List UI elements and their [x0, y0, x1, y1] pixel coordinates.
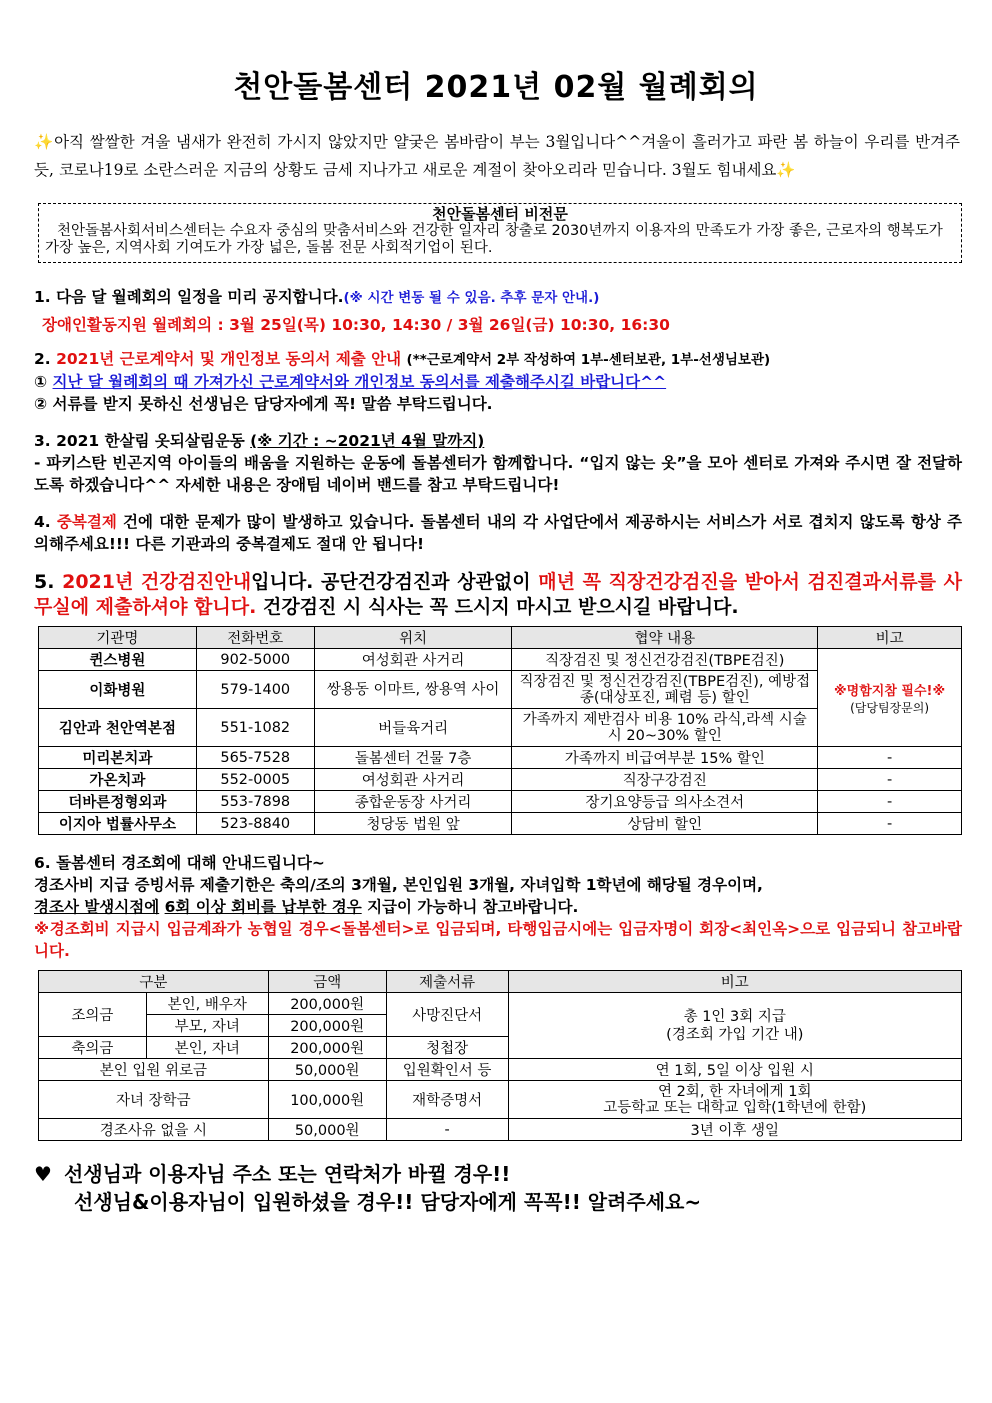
section-4-keyword: 중복결제: [56, 513, 117, 531]
cell-note-merged: [508, 993, 961, 1059]
section-5-text-2: 건강검진 시 식사는 꼭 드시지 마시고 받으시길 바랍니다.: [262, 596, 739, 618]
cell-location: 여성회관 사거리: [314, 649, 512, 671]
section-4: [34, 511, 962, 555]
cell-amount: 100,000원: [268, 1081, 386, 1119]
school-note-1: 연 2회, 한 자녀에게 1회: [657, 1083, 812, 1100]
cell-benefit: 장기요양등급 의사소견서: [512, 791, 818, 813]
table-row: [39, 993, 962, 1015]
cell-benefit: 가족까지 제반검사 비용 10% 라식,라섹 시술 시 20~30% 할인: [512, 709, 818, 747]
table-row: [39, 791, 962, 813]
section-1-schedule: 장애인활동지원 월례회의 : 3월 25일(목) 10:30, 14:30 / 3월 26일(금) 10:30, 16:30: [42, 316, 670, 334]
cell-location: 버들육거리: [314, 709, 512, 747]
cell-benefit: 직장검진 및 정신건강검진(TBPE검진): [512, 649, 818, 671]
section-2-item-2: 서류를 받지 못하신 선생님은 담당자에게 꼭! 말씀 부탁드립니다.: [52, 395, 493, 413]
cell-note: 연 1회, 5일 이상 입원 시: [508, 1059, 961, 1081]
column-header: 전화번호: [196, 627, 314, 649]
cell-name: 이화병원: [39, 671, 197, 709]
section-2-note: (**근로계약서 2부 작성하여 1부-센터보관, 1부-선생님보관): [406, 352, 771, 368]
section-2: [34, 348, 962, 415]
cell-phone: 565-7528: [196, 747, 314, 769]
section-2-number: 2.: [34, 350, 51, 368]
footer-line-1: 선생님과 이용자님 주소 또는 연락처가 바뀔 경우!!: [64, 1162, 511, 1186]
cell-phone: 551-1082: [196, 709, 314, 747]
column-header: 비고: [508, 971, 961, 993]
section-3-body: - 파키스탄 빈곤지역 아이들의 배움을 지원하는 운동에 돌봄센터가 함께합니다. “입지 않는 옷”을 모아 센터로 가져와 주시면 잘 전달하도록 하겠습니다^^ 자세한 내용은 장애팀 네이버 밴드를 참고 부탁드립니다!: [34, 454, 962, 494]
section-2-heading: 2021년 근로계약서 및 개인정보 동의서 제출 안내: [56, 350, 402, 368]
section-5-text-1: 입니다. 공단건강검진과 상관없이: [251, 571, 531, 593]
cell-subcategory: 본인, 배우자: [146, 993, 268, 1015]
column-header: 기관명: [39, 627, 197, 649]
note-sub: (경조회 가입 기간 내): [666, 1026, 804, 1043]
cell-location: 쌍용동 이마트, 쌍용역 사이: [314, 671, 512, 709]
cell-subcategory: 부모, 자녀: [146, 1015, 268, 1037]
school-note-2: 고등학교 또는 대학교 입학(1학년에 한함): [603, 1099, 867, 1116]
section-5-number: 5.: [34, 571, 55, 593]
cell-document: 재학증명서: [386, 1081, 508, 1119]
cell-amount: 200,000원: [268, 1037, 386, 1059]
intro-paragraph: ✨아직 쌀쌀한 겨울 냄새가 완전히 가시지 않았지만 얄궂은 봄바람이 부는 3월입니다^^겨울이 흘러가고 파란 봄 하늘이 우리를 반겨주듯, 코로나19로 소란스러운 지금의 상황도 금세 지나가고 새로운 계절이 찾아오리라 믿습니다. 3월도 힘내세요✨: [34, 133, 960, 179]
cell-benefit: 상담비 할인: [512, 813, 818, 835]
section-2-item-1: 지난 달 월례회의 때 가져가신 근로계약서와 개인정보 동의서를 제출해주시길 바랍니다^^: [52, 373, 667, 391]
cell-amount: 50,000원: [268, 1119, 386, 1141]
cell-location: 여성회관 사거리: [314, 769, 512, 791]
cell-note: -: [818, 791, 962, 813]
note-main: 총 1인 3회 지급: [683, 1008, 786, 1025]
cell-benefit: 직장검진 및 정신건강검진(TBPE검진), 예방접종(대상포진, 폐렴 등) 할인: [512, 671, 818, 709]
section-3: [34, 430, 962, 496]
cell-location: 청당동 법원 앞: [314, 813, 512, 835]
column-header: 협약 내용: [512, 627, 818, 649]
cell-document: 청첩장: [386, 1037, 508, 1059]
cell-name: 더바른정형외과: [39, 791, 197, 813]
section-1: [34, 286, 962, 336]
table-row: [39, 769, 962, 791]
note-sub: (담당팀장문의): [850, 700, 930, 715]
section-6-notice: ※경조회비 지급시 입금계좌가 농협일 경우<돌봄센터>로 입금되며, 타행입금시에는 입금자명이 회장<최인옥>으로 입금되니 참고바랍니다.: [34, 920, 962, 960]
page-title: 천안돌봄센터 2021년 02월 월례회의: [233, 70, 759, 105]
cell-benefit: 직장구강검진: [512, 769, 818, 791]
item-2-mark: ②: [34, 395, 48, 413]
section-3-heading: 3. 2021 한살림 옷되살림운동: [34, 432, 245, 450]
cell-name: 가온치과: [39, 769, 197, 791]
cell-phone: 552-0005: [196, 769, 314, 791]
column-header: 비고: [818, 627, 962, 649]
section-4-number: 4.: [34, 513, 51, 531]
table-header-row: [39, 627, 962, 649]
cell-note-merged: [818, 649, 962, 747]
table-row: [39, 649, 962, 671]
cell-note: -: [818, 769, 962, 791]
section-6: [34, 852, 962, 962]
table-header-row: [39, 971, 962, 993]
cell-name: 퀸스병원: [39, 649, 197, 671]
section-1-note: (※ 시간 변동 될 수 있음. 추후 문자 안내.): [343, 290, 600, 306]
cell-category: 본인 입원 위로금: [39, 1059, 269, 1081]
cell-benefit: 가족까지 비급여부분 15% 할인: [512, 747, 818, 769]
column-header: 금액: [268, 971, 386, 993]
cell-name: 김안과 천안역본점: [39, 709, 197, 747]
column-header: 제출서류: [386, 971, 508, 993]
cell-document: 입원확인서 등: [386, 1059, 508, 1081]
fee-table: [38, 970, 962, 1141]
section-6-body-2b: 6회 이상 회비를 납부한 경우: [164, 898, 362, 916]
table-row: [39, 813, 962, 835]
cell-note: -: [818, 813, 962, 835]
vision-body: 천안돌봄사회서비스센터는 수요자 중심의 맞춤서비스와 건강한 일자리 창출로 2030년까지 이용자의 만족도가 가장 좋은, 근로자의 행복도가 가장 높은, 지역사회 기여도가 가장 넓은, 돌봄 전문 사회적기업이 된다.: [45, 223, 943, 256]
heart-icon: ♥: [34, 1162, 52, 1186]
table-row: [39, 1119, 962, 1141]
section-3-period: (※ 기간 : ~2021년 4월 말까지): [250, 432, 485, 450]
vision-box: [38, 203, 962, 263]
section-6-body-2a: 경조사 발생시점에: [34, 898, 160, 916]
section-6-body-2c: 지급이 가능하니 참고바랍니다.: [367, 898, 579, 916]
hospital-table: [38, 626, 962, 835]
column-header: 위치: [314, 627, 512, 649]
cell-amount: 200,000원: [268, 993, 386, 1015]
note-badge: ※명함지참 필수!※: [834, 683, 946, 699]
cell-amount: 50,000원: [268, 1059, 386, 1081]
item-1-mark: ①: [34, 373, 48, 391]
cell-phone: 523-8840: [196, 813, 314, 835]
footer-notice: [34, 1160, 964, 1216]
footer-line-2: 선생님&이용자님이 입원하셨을 경우!! 담당자에게 꼭꼭!! 알려주세요~: [74, 1190, 702, 1214]
column-header: 구분: [39, 971, 269, 993]
cell-category: 축의금: [39, 1037, 147, 1059]
cell-note: -: [818, 747, 962, 769]
section-5: [34, 570, 962, 620]
section-4-body: 건에 대한 문제가 많이 발생하고 있습니다. 돌봄센터 내의 각 사업단에서 제공하시는 서비스가 서로 겹치지 않도록 항상 주의해주세요!!! 다른 기관과의 중복결제도 절대 안 됩니다!: [34, 513, 962, 553]
cell-location: 돌봄센터 건물 7층: [314, 747, 512, 769]
cell-phone: 553-7898: [196, 791, 314, 813]
cell-note: [508, 1081, 961, 1119]
cell-name: 미리본치과: [39, 747, 197, 769]
section-1-heading: 1. 다음 달 월례회의 일정을 미리 공지합니다.: [34, 288, 344, 306]
cell-category: 경조사유 없을 시: [39, 1119, 269, 1141]
section-6-body-1: 경조사비 지급 증빙서류 제출기한은 축의/조의 3개월, 본인입원 3개월, 자녀입학 1학년에 해당될 경우이며,: [34, 876, 763, 894]
cell-phone: 579-1400: [196, 671, 314, 709]
section-5-heading: 2021년 건강검진안내: [62, 571, 252, 593]
cell-subcategory: 본인, 자녀: [146, 1037, 268, 1059]
cell-category: 조의금: [39, 993, 147, 1037]
table-row: [39, 1059, 962, 1081]
cell-document: -: [386, 1119, 508, 1141]
cell-location: 종합운동장 사거리: [314, 791, 512, 813]
cell-document: 사망진단서: [386, 993, 508, 1037]
vision-title: 천안돌봄센터 비전문: [432, 205, 568, 223]
cell-note: 3년 이후 생일: [508, 1119, 961, 1141]
table-row: [39, 747, 962, 769]
cell-name: 이지아 법률사무소: [39, 813, 197, 835]
section-5-emphasis: 매년 꼭 직장건강검진을 받아서 검진결과서류를 사무실에 제출하셔야 합니다.: [34, 571, 962, 618]
table-row: [39, 1081, 962, 1119]
section-6-heading: 6. 돌봄센터 경조회에 대해 안내드립니다~: [34, 854, 325, 872]
cell-category: 자녀 장학금: [39, 1081, 269, 1119]
cell-phone: 902-5000: [196, 649, 314, 671]
cell-amount: 200,000원: [268, 1015, 386, 1037]
